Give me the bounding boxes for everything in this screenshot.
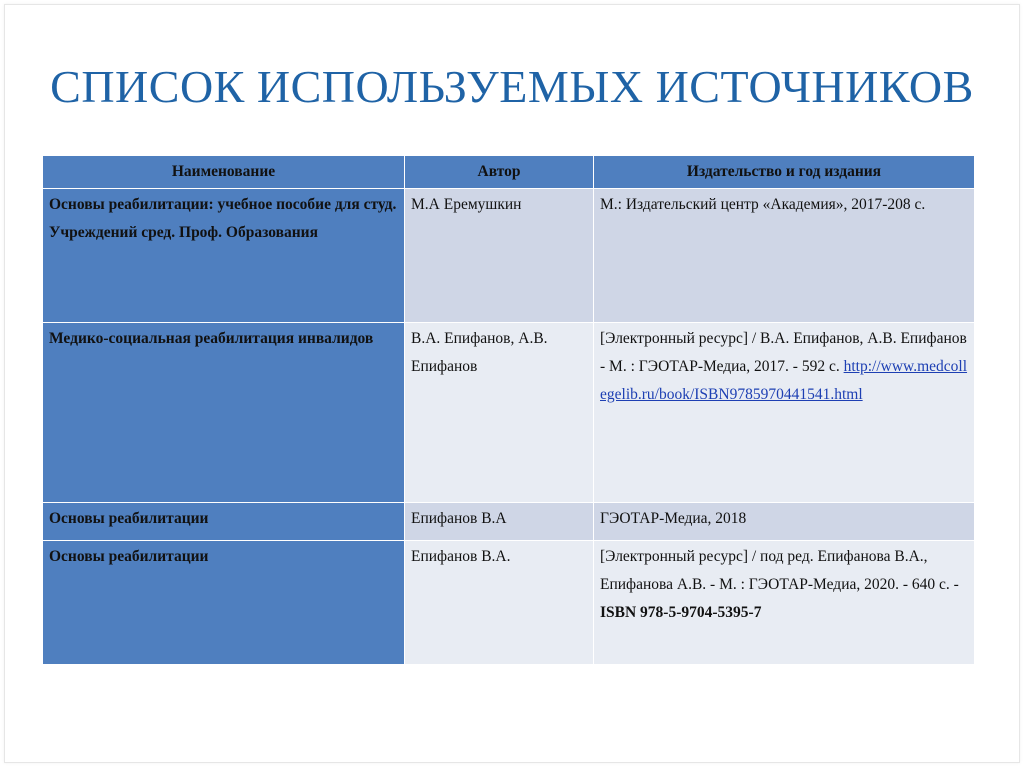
cell-author: М.А Еремушкин <box>405 189 594 323</box>
table-row <box>43 541 975 665</box>
cell-publisher <box>594 541 975 665</box>
cell-name: Медико-социальная реабилитация инвалидов <box>43 323 405 503</box>
cell-publisher: М.: Издательский центр «Академия», 2017-208 с. <box>594 189 975 323</box>
cell-author: В.А. Епифанов, А.В. Епифанов <box>405 323 594 503</box>
header-author: Автор <box>405 156 594 189</box>
cell-publisher: ГЭОТАР-Медиа, 2018 <box>594 503 975 541</box>
header-publisher: Издательство и год издания <box>594 156 975 189</box>
cell-name: Основы реабилитации <box>43 503 405 541</box>
cell-publisher <box>594 323 975 503</box>
header-name: Наименование <box>43 156 405 189</box>
sources-table <box>42 155 975 665</box>
isbn-text: ISBN 978-5-9704-5395-7 <box>600 604 762 621</box>
cell-author: Епифанов В.А <box>405 503 594 541</box>
cell-author: Епифанов В.А. <box>405 541 594 665</box>
slide-title: СПИСОК ИСПОЛЬЗУЕМЫХ ИСТОЧНИКОВ <box>50 61 974 112</box>
table-row <box>43 503 975 541</box>
cell-name: Основы реабилитации: учебное пособие для студ. Учреждений сред. Проф. Образования <box>43 189 405 323</box>
table-row <box>43 323 975 503</box>
table-row <box>43 189 975 323</box>
table-header-row <box>43 156 975 189</box>
book-link[interactable]: http://www.medcollegelib.ru/book/ISBN9785970441541.html <box>600 358 968 403</box>
publisher-text: [Электронный ресурс] / под ред. Епифанова В.А., Епифанова А.В. - М. : ГЭОТАР-Медиа, 2020. - 640 с. - <box>600 548 959 593</box>
publisher-text: [Электронный ресурс] / В.А. Епифанов, А.В. Епифанов - М. : ГЭОТАР-Медиа, 2017. - 592 с. <box>600 330 967 375</box>
cell-name: Основы реабилитации <box>43 541 405 665</box>
